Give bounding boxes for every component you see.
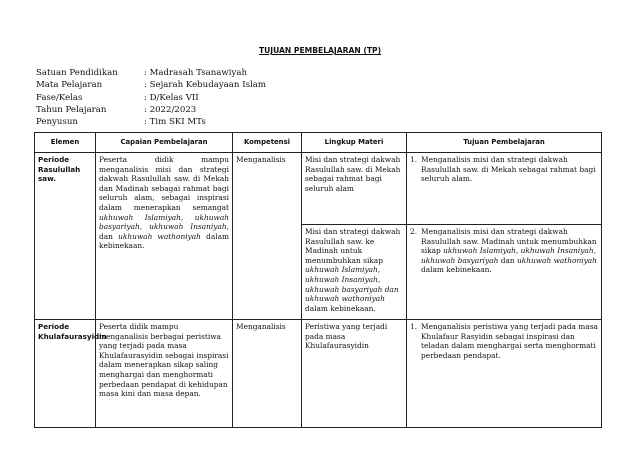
kompetensi-cell: Menganalisis bbox=[233, 153, 302, 320]
meta-label: Penyusun bbox=[36, 117, 78, 128]
capaian-italic: ukhuwah wathoniyah bbox=[118, 231, 201, 241]
kompetensi-cell: Menganalisis bbox=[233, 320, 302, 428]
tujuan-number: 1. bbox=[410, 155, 418, 164]
meta-label: Tahun Pelajaran bbox=[36, 104, 107, 115]
table-row bbox=[35, 153, 602, 225]
lingkup-cell bbox=[302, 225, 407, 320]
tujuan-italic: ukhuwah wathoniyah bbox=[516, 255, 597, 265]
header-elemen: Elemen bbox=[35, 133, 96, 153]
meta-row bbox=[36, 104, 266, 116]
capaian-italic: ukhuwah Islamiyah, ukhuwah basyariyah, ukhuwah Insaniyah, bbox=[99, 212, 229, 232]
tujuan-cell bbox=[407, 153, 602, 225]
tujuan-plain: Menganalisis misi dan strategi dakwah Rasulullah saw. Madinah untuk menumbuhkan sikap bbox=[421, 227, 597, 256]
lingkup-cell: Misi dan strategi dakwah Rasulullah saw. di Mekah sebagai rahmat bagi seluruh alam bbox=[302, 153, 407, 225]
header-kompetensi: Kompetensi bbox=[233, 133, 302, 153]
document-title: TUJUAN PEMBELAJARAN (TP) bbox=[258, 46, 382, 55]
meta-label: Fase/Kelas bbox=[36, 92, 83, 103]
lingkup-cell: Peristiwa yang terjadi pada masa Khulafaurasyidin bbox=[302, 320, 407, 428]
meta-row bbox=[36, 79, 266, 91]
meta-value: : D/Kelas VII bbox=[144, 92, 199, 103]
capaian-text: Peserta didik mampu menganalisis misi dan strategi dakwah Rasulullah saw. di Mekah dan Madinah sebagai rahmat bagi seluruh alam, sebagai inspirasi dalam menerapkan semangat bbox=[99, 155, 229, 212]
table-header-row bbox=[35, 133, 602, 153]
table-row bbox=[35, 320, 602, 428]
tujuan-text: Menganalisis peristiwa yang terjadi pada masa Khulafaur Rasyidin sebagai inspirasi dan teladan dalam menghargai serta menghormati perbedaan pendapat. bbox=[421, 322, 598, 360]
learning-objectives-table bbox=[34, 132, 602, 428]
meta-label: Mata Pelajaran bbox=[36, 80, 103, 91]
meta-row bbox=[36, 116, 266, 128]
tujuan-text bbox=[421, 227, 598, 275]
meta-row bbox=[36, 92, 266, 104]
tujuan-number: 1. bbox=[410, 322, 418, 331]
meta-row bbox=[36, 67, 266, 79]
elemen-cell: Periode Rasulullah saw. bbox=[35, 153, 96, 320]
elemen-cell: Periode Khulafaurasyidin bbox=[35, 320, 96, 428]
meta-value: : Tim SKI MTs bbox=[144, 117, 206, 128]
tujuan-number: 2. bbox=[410, 227, 418, 236]
tujuan-cell bbox=[407, 320, 602, 428]
meta-value: : 2022/2023 bbox=[144, 104, 197, 115]
capaian-cell bbox=[96, 153, 233, 320]
tujuan-connector: dan bbox=[498, 255, 517, 265]
tujuan-cell bbox=[407, 225, 602, 320]
meta-label: Satuan Pendidikan bbox=[36, 68, 118, 78]
lingkup-text: Misi dan strategi dakwah Rasulullah saw. ke Madinah untuk menumbuhkan sikap bbox=[305, 227, 401, 265]
lingkup-tail: dalam kebinekaan. bbox=[305, 303, 376, 313]
header-tujuan: Tujuan Pembelajaran bbox=[407, 133, 602, 153]
capaian-cell: Peserta didik mampu menganalisis berbagai peristiwa yang terjadi pada masa Khulafaurasyidin sebagai inspirasi dalam menerapkan sikap saling menghargai dan menghormati perbedaan pendapat di kehidupan masa kini dan masa depan. bbox=[96, 320, 233, 428]
capaian-connector: dan bbox=[99, 231, 119, 241]
header-capaian: Capaian Pembelajaran bbox=[96, 133, 233, 153]
header-lingkup: Lingkup Materi bbox=[302, 133, 407, 153]
tujuan-text: Menganalisis misi dan strategi dakwah Rasulullah saw. di Mekah sebagai rahmat bagi seluruh alam. bbox=[421, 155, 596, 184]
capaian-tail: dalam kebinekaan. bbox=[99, 231, 230, 251]
meta-value: : Sejarah Kebudayaan Islam bbox=[144, 80, 267, 91]
lingkup-italic: ukhuwah Islamiyah, ukhuwah Insaniyah, ukhuwah basyariyah dan ukhuwah wathoniyah bbox=[305, 265, 399, 304]
tujuan-italic: ukhuwah Islamiyah, ukhuwah Insaniyah, ukhuwah basyariyah bbox=[421, 246, 596, 265]
metadata-block bbox=[36, 67, 266, 128]
tujuan-tail: dalam kebinekaan. bbox=[421, 265, 492, 275]
meta-value: : Madrasah Tsanawiyah bbox=[144, 68, 247, 78]
